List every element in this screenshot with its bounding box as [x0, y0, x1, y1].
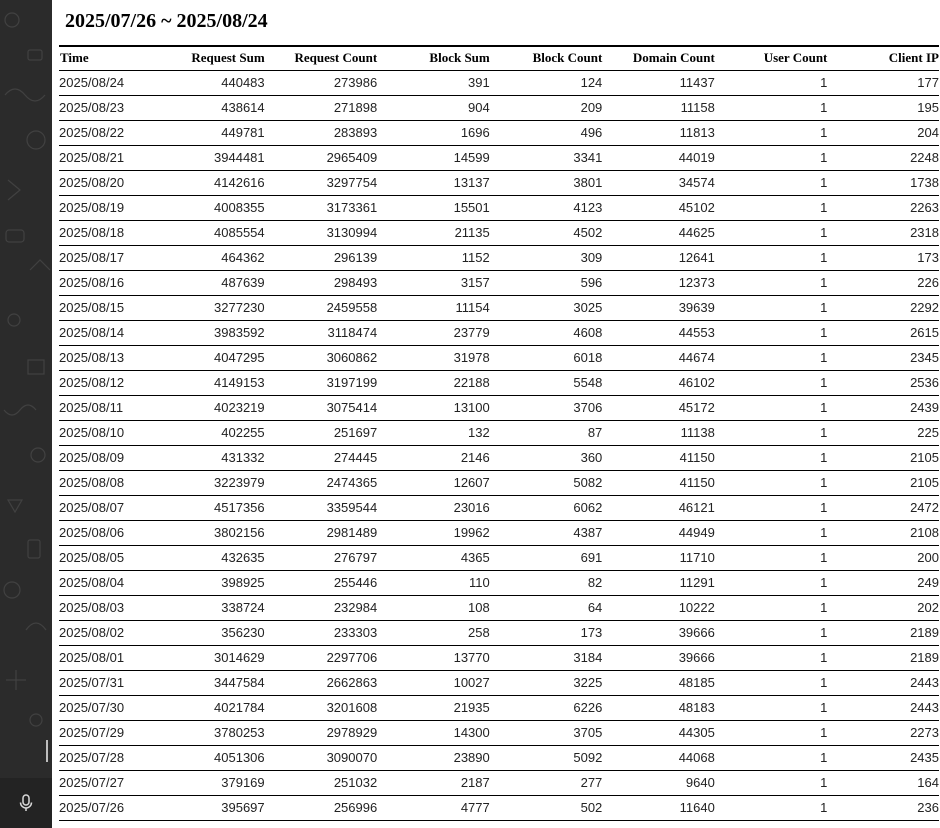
time-cell: 2025/08/16 — [59, 270, 156, 295]
client-ip-cell: 236 — [827, 795, 939, 820]
client-ip-cell: 2189 — [827, 620, 939, 645]
block-count-cell: 4502 — [490, 220, 603, 245]
time-cell: 2025/07/31 — [59, 670, 156, 695]
column-header-user-count: User Count — [715, 46, 828, 70]
domain-count-cell: 41150 — [602, 445, 715, 470]
domain-count-cell: 44019 — [602, 145, 715, 170]
block-sum-cell: 21135 — [377, 220, 490, 245]
time-cell: 2025/07/30 — [59, 695, 156, 720]
user-count-cell: 1 — [715, 345, 828, 370]
table-row — [59, 170, 939, 195]
block-count-cell: 360 — [490, 445, 603, 470]
report-title: 2025/07/26 ~ 2025/08/24 — [65, 10, 268, 32]
request-count-cell: 3201608 — [265, 695, 378, 720]
user-count-cell: 1 — [715, 520, 828, 545]
time-cell: 2025/07/29 — [59, 720, 156, 745]
block-count-cell: 3706 — [490, 395, 603, 420]
request-count-cell: 2474365 — [265, 470, 378, 495]
block-sum-cell: 258 — [377, 620, 490, 645]
time-cell: 2025/08/11 — [59, 395, 156, 420]
request-sum-cell: 487639 — [156, 270, 264, 295]
table-row — [59, 670, 939, 695]
block-count-cell: 5082 — [490, 470, 603, 495]
time-cell: 2025/08/15 — [59, 295, 156, 320]
block-sum-cell: 11154 — [377, 295, 490, 320]
client-ip-cell: 2472 — [827, 495, 939, 520]
request-count-cell: 3130994 — [265, 220, 378, 245]
request-count-cell: 255446 — [265, 570, 378, 595]
user-count-cell: 1 — [715, 320, 828, 345]
table-row — [59, 95, 939, 120]
domain-count-cell: 48183 — [602, 695, 715, 720]
user-count-cell: 1 — [715, 570, 828, 595]
block-count-cell: 4123 — [490, 195, 603, 220]
block-count-cell: 5548 — [490, 370, 603, 395]
column-header-block-sum: Block Sum — [377, 46, 490, 70]
request-count-cell: 2965409 — [265, 145, 378, 170]
table-row — [59, 245, 939, 270]
time-cell: 2025/07/28 — [59, 745, 156, 770]
table-row — [59, 795, 939, 820]
user-count-cell: 1 — [715, 495, 828, 520]
request-sum-cell: 3223979 — [156, 470, 264, 495]
request-sum-cell: 4517356 — [156, 495, 264, 520]
block-count-cell: 277 — [490, 770, 603, 795]
block-count-cell: 173 — [490, 620, 603, 645]
table-row — [59, 745, 939, 770]
table-row — [59, 145, 939, 170]
client-ip-cell: 2248 — [827, 145, 939, 170]
domain-count-cell: 12641 — [602, 245, 715, 270]
domain-count-cell: 46121 — [602, 495, 715, 520]
user-count-cell: 1 — [715, 795, 828, 820]
time-cell: 2025/08/20 — [59, 170, 156, 195]
block-sum-cell: 391 — [377, 70, 490, 95]
request-sum-cell: 438614 — [156, 95, 264, 120]
block-count-cell: 3025 — [490, 295, 603, 320]
request-sum-cell: 4085554 — [156, 220, 264, 245]
request-count-cell: 276797 — [265, 545, 378, 570]
block-sum-cell: 1152 — [377, 245, 490, 270]
request-count-cell: 3173361 — [265, 195, 378, 220]
client-ip-cell: 2615 — [827, 320, 939, 345]
microphone-icon[interactable] — [16, 793, 36, 813]
block-count-cell: 3801 — [490, 170, 603, 195]
table-row — [59, 770, 939, 795]
time-cell: 2025/08/23 — [59, 95, 156, 120]
user-count-cell: 1 — [715, 745, 828, 770]
block-count-cell: 596 — [490, 270, 603, 295]
request-sum-cell: 3944481 — [156, 145, 264, 170]
block-sum-cell: 23890 — [377, 745, 490, 770]
domain-count-cell: 34574 — [602, 170, 715, 195]
client-ip-cell: 2273 — [827, 720, 939, 745]
table-row — [59, 445, 939, 470]
request-sum-cell: 4149153 — [156, 370, 264, 395]
request-count-cell: 3090070 — [265, 745, 378, 770]
client-ip-cell: 164 — [827, 770, 939, 795]
request-sum-cell: 3277230 — [156, 295, 264, 320]
domain-count-cell: 11640 — [602, 795, 715, 820]
table-row — [59, 70, 939, 95]
table-row — [59, 370, 939, 395]
domain-count-cell: 39666 — [602, 620, 715, 645]
request-count-cell: 271898 — [265, 95, 378, 120]
time-cell: 2025/08/10 — [59, 420, 156, 445]
table-body — [59, 70, 939, 820]
request-sum-cell: 4008355 — [156, 195, 264, 220]
report-panel — [52, 0, 940, 828]
block-sum-cell: 12607 — [377, 470, 490, 495]
client-ip-cell: 2292 — [827, 295, 939, 320]
table-row — [59, 270, 939, 295]
request-sum-cell: 4047295 — [156, 345, 264, 370]
user-count-cell: 1 — [715, 720, 828, 745]
client-ip-cell: 2439 — [827, 395, 939, 420]
client-ip-cell: 2435 — [827, 745, 939, 770]
request-sum-cell: 3014629 — [156, 645, 264, 670]
block-count-cell: 496 — [490, 120, 603, 145]
domain-count-cell: 11291 — [602, 570, 715, 595]
block-sum-cell: 110 — [377, 570, 490, 595]
time-cell: 2025/08/19 — [59, 195, 156, 220]
table-row — [59, 420, 939, 445]
domain-count-cell: 10222 — [602, 595, 715, 620]
left-sidebar — [0, 0, 52, 828]
block-count-cell: 6062 — [490, 495, 603, 520]
domain-count-cell: 45172 — [602, 395, 715, 420]
block-sum-cell: 2146 — [377, 445, 490, 470]
scroll-indicator[interactable] — [46, 740, 48, 762]
block-count-cell: 209 — [490, 95, 603, 120]
time-cell: 2025/08/01 — [59, 645, 156, 670]
domain-count-cell: 45102 — [602, 195, 715, 220]
table-row — [59, 295, 939, 320]
block-sum-cell: 31978 — [377, 345, 490, 370]
domain-count-cell: 11710 — [602, 545, 715, 570]
block-sum-cell: 1696 — [377, 120, 490, 145]
block-count-cell: 6226 — [490, 695, 603, 720]
user-count-cell: 1 — [715, 645, 828, 670]
request-sum-cell: 440483 — [156, 70, 264, 95]
block-count-cell: 309 — [490, 245, 603, 270]
domain-count-cell: 11437 — [602, 70, 715, 95]
user-count-cell: 1 — [715, 445, 828, 470]
time-cell: 2025/08/24 — [59, 70, 156, 95]
block-sum-cell: 2187 — [377, 770, 490, 795]
block-count-cell: 3225 — [490, 670, 603, 695]
time-cell: 2025/08/07 — [59, 495, 156, 520]
column-header-time: Time — [59, 46, 156, 70]
block-sum-cell: 14300 — [377, 720, 490, 745]
request-sum-cell: 431332 — [156, 445, 264, 470]
block-count-cell: 64 — [490, 595, 603, 620]
domain-count-cell: 39666 — [602, 645, 715, 670]
block-count-cell: 3705 — [490, 720, 603, 745]
request-count-cell: 274445 — [265, 445, 378, 470]
request-count-cell: 3297754 — [265, 170, 378, 195]
request-sum-cell: 398925 — [156, 570, 264, 595]
time-cell: 2025/08/17 — [59, 245, 156, 270]
domain-count-cell: 11158 — [602, 95, 715, 120]
time-cell: 2025/08/13 — [59, 345, 156, 370]
request-count-cell: 3359544 — [265, 495, 378, 520]
user-count-cell: 1 — [715, 70, 828, 95]
table-header-row — [59, 46, 939, 70]
user-count-cell: 1 — [715, 395, 828, 420]
request-count-cell: 2459558 — [265, 295, 378, 320]
request-count-cell: 298493 — [265, 270, 378, 295]
domain-count-cell: 12373 — [602, 270, 715, 295]
client-ip-cell: 2263 — [827, 195, 939, 220]
request-count-cell: 251697 — [265, 420, 378, 445]
domain-count-cell: 11138 — [602, 420, 715, 445]
table-row — [59, 320, 939, 345]
request-sum-cell: 395697 — [156, 795, 264, 820]
domain-count-cell: 39639 — [602, 295, 715, 320]
request-count-cell: 2981489 — [265, 520, 378, 545]
block-sum-cell: 3157 — [377, 270, 490, 295]
block-count-cell: 691 — [490, 545, 603, 570]
block-count-cell: 4608 — [490, 320, 603, 345]
column-header-request-count: Request Count — [265, 46, 378, 70]
domain-count-cell: 48185 — [602, 670, 715, 695]
block-sum-cell: 23779 — [377, 320, 490, 345]
domain-count-cell: 41150 — [602, 470, 715, 495]
client-ip-cell: 2189 — [827, 645, 939, 670]
request-count-cell: 233303 — [265, 620, 378, 645]
block-sum-cell: 13100 — [377, 395, 490, 420]
table-row — [59, 520, 939, 545]
request-count-cell: 3060862 — [265, 345, 378, 370]
block-sum-cell: 21935 — [377, 695, 490, 720]
time-cell: 2025/08/14 — [59, 320, 156, 345]
block-count-cell: 3184 — [490, 645, 603, 670]
block-sum-cell: 22188 — [377, 370, 490, 395]
user-count-cell: 1 — [715, 670, 828, 695]
table-row — [59, 495, 939, 520]
client-ip-cell: 2318 — [827, 220, 939, 245]
block-sum-cell: 132 — [377, 420, 490, 445]
user-count-cell: 1 — [715, 770, 828, 795]
request-sum-cell: 3447584 — [156, 670, 264, 695]
client-ip-cell: 2108 — [827, 520, 939, 545]
request-sum-cell: 464362 — [156, 245, 264, 270]
request-sum-cell: 3780253 — [156, 720, 264, 745]
column-header-domain-count: Domain Count — [602, 46, 715, 70]
block-sum-cell: 13137 — [377, 170, 490, 195]
block-sum-cell: 10027 — [377, 670, 490, 695]
time-cell: 2025/08/02 — [59, 620, 156, 645]
user-count-cell: 1 — [715, 545, 828, 570]
column-header-client-ip: Client IP — [827, 46, 939, 70]
time-cell: 2025/07/27 — [59, 770, 156, 795]
client-ip-cell: 200 — [827, 545, 939, 570]
time-cell: 2025/08/18 — [59, 220, 156, 245]
client-ip-cell: 173 — [827, 245, 939, 270]
domain-count-cell: 44674 — [602, 345, 715, 370]
domain-count-cell: 9640 — [602, 770, 715, 795]
request-sum-cell: 402255 — [156, 420, 264, 445]
request-sum-cell: 3802156 — [156, 520, 264, 545]
time-cell: 2025/08/08 — [59, 470, 156, 495]
table-row — [59, 545, 939, 570]
request-count-cell: 256996 — [265, 795, 378, 820]
request-sum-cell: 4023219 — [156, 395, 264, 420]
block-sum-cell: 13770 — [377, 645, 490, 670]
request-count-cell: 3197199 — [265, 370, 378, 395]
time-cell: 2025/08/22 — [59, 120, 156, 145]
request-sum-cell: 356230 — [156, 620, 264, 645]
client-ip-cell: 2443 — [827, 695, 939, 720]
user-count-cell: 1 — [715, 195, 828, 220]
client-ip-cell: 2443 — [827, 670, 939, 695]
request-count-cell: 2297706 — [265, 645, 378, 670]
table-row — [59, 395, 939, 420]
domain-count-cell: 44625 — [602, 220, 715, 245]
request-sum-cell: 4051306 — [156, 745, 264, 770]
user-count-cell: 1 — [715, 145, 828, 170]
user-count-cell: 1 — [715, 470, 828, 495]
user-count-cell: 1 — [715, 270, 828, 295]
client-ip-cell: 2536 — [827, 370, 939, 395]
user-count-cell: 1 — [715, 695, 828, 720]
column-header-block-count: Block Count — [490, 46, 603, 70]
user-count-cell: 1 — [715, 295, 828, 320]
block-count-cell: 5092 — [490, 745, 603, 770]
block-sum-cell: 15501 — [377, 195, 490, 220]
domain-count-cell: 44949 — [602, 520, 715, 545]
block-sum-cell: 904 — [377, 95, 490, 120]
client-ip-cell: 2105 — [827, 470, 939, 495]
table-row — [59, 595, 939, 620]
user-count-cell: 1 — [715, 220, 828, 245]
client-ip-cell: 249 — [827, 570, 939, 595]
block-count-cell: 4387 — [490, 520, 603, 545]
table-row — [59, 695, 939, 720]
client-ip-cell: 177 — [827, 70, 939, 95]
client-ip-cell: 2345 — [827, 345, 939, 370]
table-row — [59, 195, 939, 220]
client-ip-cell: 225 — [827, 420, 939, 445]
table-row — [59, 345, 939, 370]
user-count-cell: 1 — [715, 245, 828, 270]
request-sum-cell: 338724 — [156, 595, 264, 620]
request-count-cell: 251032 — [265, 770, 378, 795]
user-count-cell: 1 — [715, 170, 828, 195]
domain-count-cell: 44305 — [602, 720, 715, 745]
block-sum-cell: 23016 — [377, 495, 490, 520]
domain-count-cell: 46102 — [602, 370, 715, 395]
request-count-cell: 283893 — [265, 120, 378, 145]
block-sum-cell: 14599 — [377, 145, 490, 170]
block-count-cell: 3341 — [490, 145, 603, 170]
time-cell: 2025/08/12 — [59, 370, 156, 395]
request-count-cell: 3075414 — [265, 395, 378, 420]
table-row — [59, 620, 939, 645]
table-row — [59, 720, 939, 745]
time-cell: 2025/08/09 — [59, 445, 156, 470]
domain-count-cell: 44068 — [602, 745, 715, 770]
request-count-cell: 2978929 — [265, 720, 378, 745]
client-ip-cell: 1738 — [827, 170, 939, 195]
user-count-cell: 1 — [715, 120, 828, 145]
user-count-cell: 1 — [715, 370, 828, 395]
user-count-cell: 1 — [715, 620, 828, 645]
block-count-cell: 502 — [490, 795, 603, 820]
request-sum-cell: 3983592 — [156, 320, 264, 345]
table-row — [59, 570, 939, 595]
table-row — [59, 220, 939, 245]
request-sum-cell: 432635 — [156, 545, 264, 570]
table-row — [59, 120, 939, 145]
block-count-cell: 82 — [490, 570, 603, 595]
sidebar-pattern — [0, 0, 52, 828]
user-count-cell: 1 — [715, 95, 828, 120]
table-row — [59, 645, 939, 670]
time-cell: 2025/08/05 — [59, 545, 156, 570]
block-sum-cell: 4365 — [377, 545, 490, 570]
block-count-cell: 6018 — [490, 345, 603, 370]
client-ip-cell: 204 — [827, 120, 939, 145]
table-row — [59, 470, 939, 495]
request-sum-cell: 379169 — [156, 770, 264, 795]
column-header-request-sum: Request Sum — [156, 46, 264, 70]
client-ip-cell: 226 — [827, 270, 939, 295]
block-count-cell: 87 — [490, 420, 603, 445]
request-count-cell: 296139 — [265, 245, 378, 270]
block-sum-cell: 19962 — [377, 520, 490, 545]
user-count-cell: 1 — [715, 595, 828, 620]
domain-count-cell: 44553 — [602, 320, 715, 345]
client-ip-cell: 2105 — [827, 445, 939, 470]
block-sum-cell: 4777 — [377, 795, 490, 820]
user-count-cell: 1 — [715, 420, 828, 445]
request-sum-cell: 4142616 — [156, 170, 264, 195]
client-ip-cell: 195 — [827, 95, 939, 120]
time-cell: 2025/08/03 — [59, 595, 156, 620]
time-cell: 2025/08/04 — [59, 570, 156, 595]
time-cell: 2025/08/21 — [59, 145, 156, 170]
request-count-cell: 2662863 — [265, 670, 378, 695]
time-cell: 2025/07/26 — [59, 795, 156, 820]
block-count-cell: 124 — [490, 70, 603, 95]
request-count-cell: 3118474 — [265, 320, 378, 345]
request-count-cell: 232984 — [265, 595, 378, 620]
block-sum-cell: 108 — [377, 595, 490, 620]
domain-count-cell: 11813 — [602, 120, 715, 145]
client-ip-cell: 202 — [827, 595, 939, 620]
request-count-cell: 273986 — [265, 70, 378, 95]
request-sum-cell: 449781 — [156, 120, 264, 145]
stats-table — [59, 45, 939, 821]
time-cell: 2025/08/06 — [59, 520, 156, 545]
request-sum-cell: 4021784 — [156, 695, 264, 720]
